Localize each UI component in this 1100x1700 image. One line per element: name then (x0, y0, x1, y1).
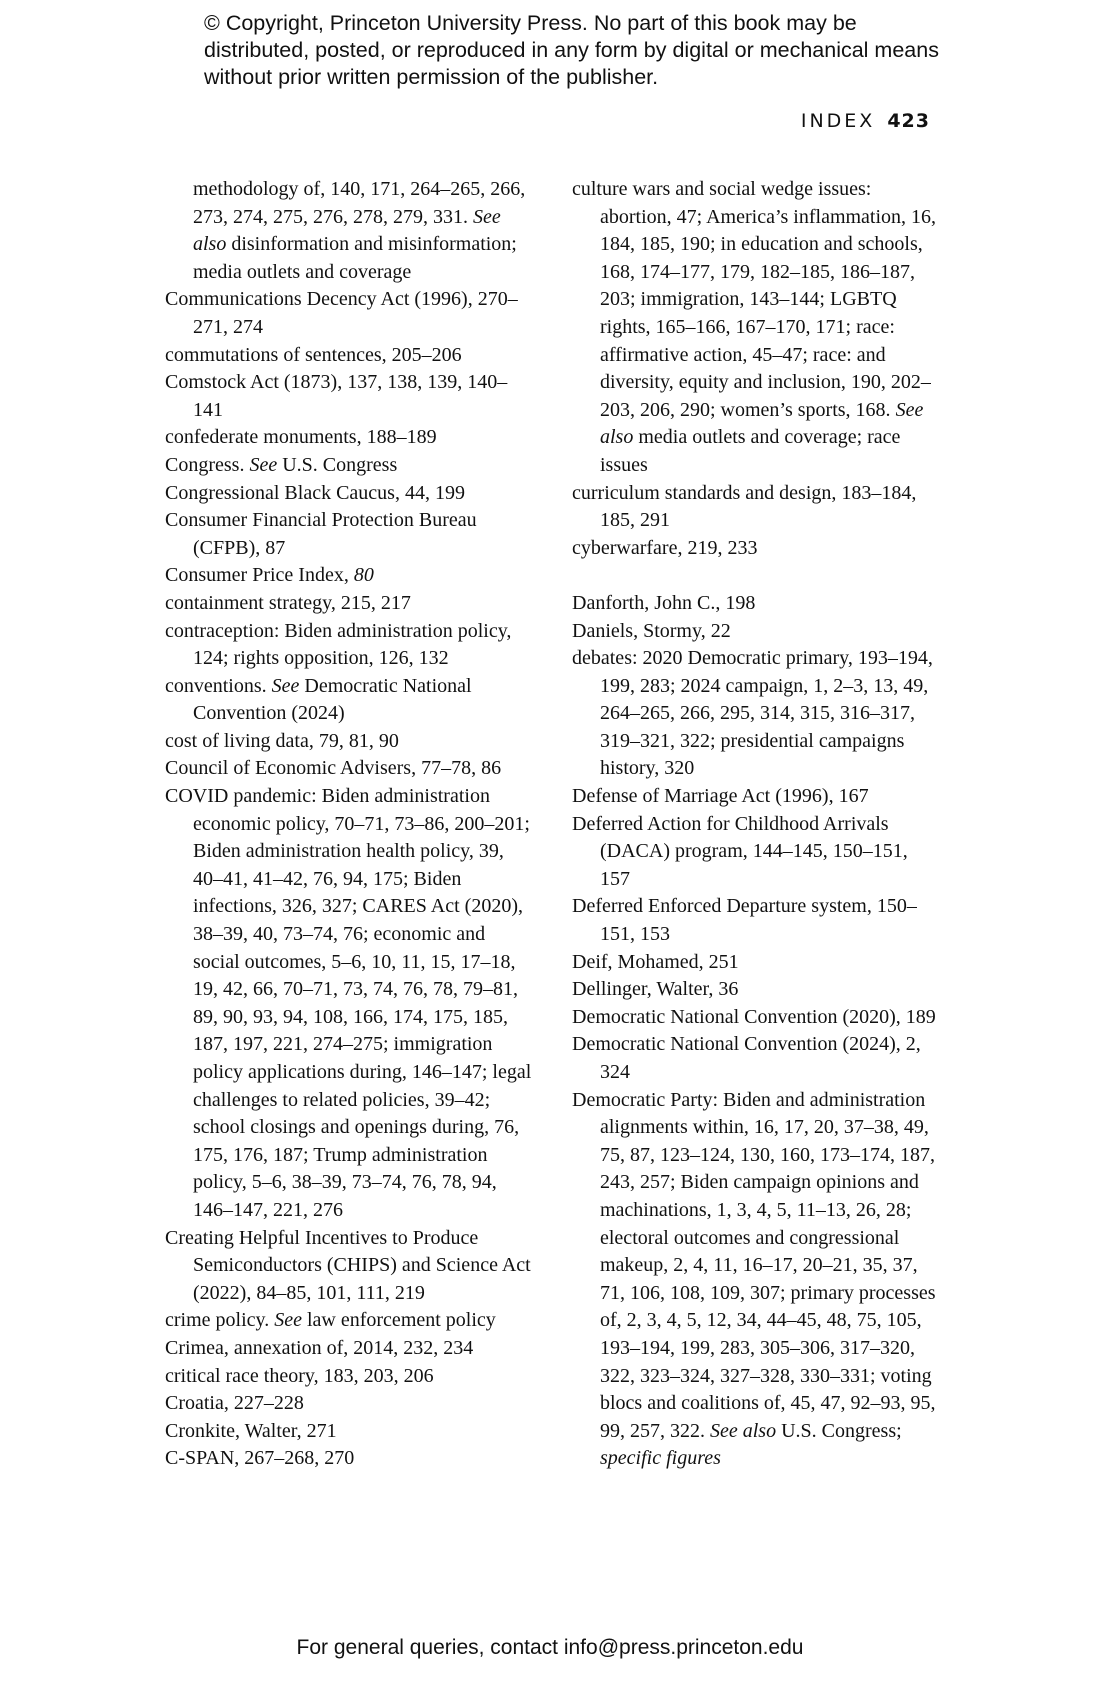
index-entry: Consumer Financial Protection Bureau (CFPB), 87 (165, 509, 477, 559)
index-entry: Democratic Party: Biden and administration alignments within, 16, 17, 20, 37–38, 49, 75, 87, 123–124, 130, 160, 173–174, 187, 243, 257; Biden campaign opinions and machinations, 1, 3, 4, 5, 11–13, 26, 28; electoral outcomes and congressional makeup, 2, 4, 11, 16–17, 20–21, 35, 37, 71, 106, 108, 109, 307; primary processes of, 2, 3, 4, 5, 12, 34, 44–45, 48, 75, 105, 193–194, 199, 283, 305–306, 317–320, 322, 323–324, 327–328, 330–331; voting blocs and coalitions of, 45, 47, 92–93, 95, 99, 257, 322. See also U.S. Congress; specific figures (572, 1088, 936, 1470)
index-entry: Danforth, John C., 198 (572, 591, 756, 614)
index-entry: Congressional Black Caucus, 44, 199 (165, 481, 465, 504)
section-title: INDEX (800, 110, 876, 132)
index-entry: critical race theory, 183, 203, 206 (165, 1364, 434, 1387)
index-entry: commutations of sentences, 205–206 (165, 343, 462, 366)
index-entry: cyberwarfare, 219, 233 (572, 536, 758, 559)
index-entry: curriculum standards and design, 183–184, 185, 291 (572, 481, 917, 532)
index-entry: Council of Economic Advisers, 77–78, 86 (165, 757, 502, 780)
index-entry: Deferred Action for Childhood Arrivals (DACA) program, 144–145, 150–151, 157 (572, 812, 908, 890)
index-column-left (165, 176, 535, 1473)
index-entry: containment strategy, 215, 217 (165, 591, 411, 614)
index-entry: Croatia, 227–228 (165, 1392, 304, 1415)
index-entry: Cronkite, Walter, 271 (165, 1419, 337, 1442)
index-entry: Daniels, Stormy, 22 (572, 619, 731, 642)
index-entry: Defense of Marriage Act (1996), 167 (572, 785, 869, 808)
index-entry: Democratic National Convention (2024), 2, 324 (572, 1033, 921, 1083)
index-entry: Crimea, annexation of, 2014, 232, 234 (165, 1336, 474, 1359)
running-head (801, 110, 930, 132)
index-entry: cost of living data, 79, 81, 90 (165, 729, 399, 752)
page-number: 423 (887, 110, 930, 132)
index-column-right (572, 176, 942, 1473)
index-entry: debates: 2020 Democratic primary, 193–194, 199, 283; 2024 campaign, 1, 2–3, 13, 49, 264–265, 266, 295, 314, 315, 316–317, 319–321, 322; presidential campaigns history, 320 (572, 647, 933, 780)
index-entry: Congress. See U.S. Congress (165, 453, 398, 476)
index-entry: COVID pandemic: Biden administration economic policy, 70–71, 73–86, 200–201; Biden administration health policy, 39, 40–41, 41–42, 76, 94, 175; Biden infections, 326, 327; CARES Act (2020), 38–39, 40, 73–74, 76; economic and social outcomes, 5–6, 10, 11, 15, 17–18, 19, 42, 66, 70–71, 73, 74, 76, 78, 79–81, 89, 90, 93, 94, 108, 166, 174, 175, 185, 187, 197, 221, 274–275; immigration policy applications during, 146–147; legal challenges to related policies, 39–42; school closings and openings during, 76, 175, 176, 187; Trump administration policy, 5–6, 38–39, 73–74, 76, 78, 94, 146–147, 221, 276 (165, 785, 532, 1221)
index-entry: Comstock Act (1873), 137, 138, 139, 140–141 (165, 371, 508, 421)
index-entry: Democratic National Convention (2020), 189 (572, 1005, 936, 1028)
index-entry: crime policy. See law enforcement policy (165, 1309, 496, 1332)
index-entry: C-SPAN, 267–268, 270 (165, 1447, 355, 1470)
index-entry: Dellinger, Walter, 36 (572, 978, 739, 1001)
index-entry: Deferred Enforced Departure system, 150–151, 153 (572, 895, 917, 946)
index-entry: Consumer Price Index, 80 (165, 564, 374, 587)
index-entry: Communications Decency Act (1996), 270–271, 274 (165, 288, 518, 338)
copyright-notice: © Copyright, Princeton University Press. No part of this book may be distributed, posted, or reproduced in any form by digital or mechanical means without prior written permission of the publisher. (204, 11, 939, 89)
index-entry-continued: methodology of, 140, 171, 264–265, 266, 273, 274, 275, 276, 278, 279, 331. See also disinformation and misinformation; media outlets and coverage (193, 178, 526, 283)
index-entry: conventions. See Democratic National Convention (2024) (165, 674, 472, 725)
index-entry: Creating Helpful Incentives to Produce Semiconductors (CHIPS) and Science Act (2022), 84–85, 101, 111, 219 (165, 1226, 531, 1304)
index-entry: Deif, Mohamed, 251 (572, 950, 739, 973)
index-entry: contraception: Biden administration policy, 124; rights opposition, 126, 132 (165, 619, 512, 670)
footer-contact: For general queries, contact info@press.princeton.edu (296, 1636, 804, 1659)
index-entry: culture wars and social wedge issues: abortion, 47; America’s inflammation, 16, 184, 185, 190; in education and schools, 168, 174–177, 179, 182–185, 186–187, 203; immigration, 143–144; LGBTQ rights, 165–166, 167–170, 171; race: affirmative action, 45–47; race: and diversity, equity and inclusion, 190, 202–203, 206, 290; women’s sports, 168. See also media outlets and coverage; race issues (572, 178, 937, 476)
index-entry: confederate monuments, 188–189 (165, 426, 437, 449)
letter-group-divider (572, 562, 942, 590)
